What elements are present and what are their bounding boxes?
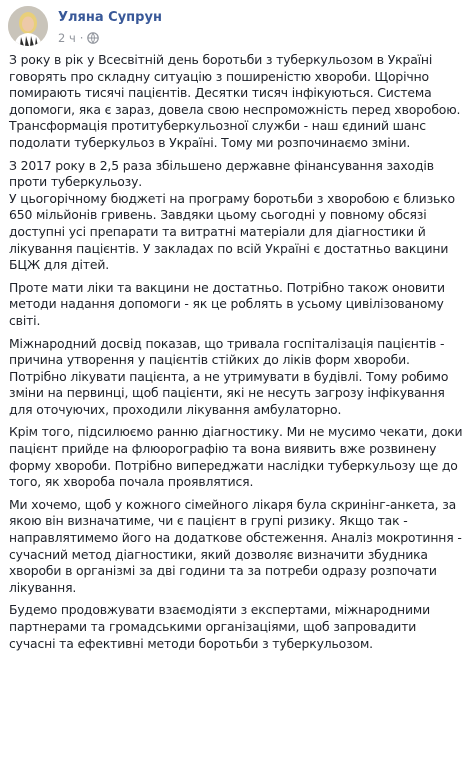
post-paragraph-4: Міжнародний досвід показав, що тривала госпіталізація пацієнтів - причина утворення у пацієнтів стійких до ліків форм хвороби. Потрібно лікувати пацієнта, а не утримувати в будівлі. Тому робимо зміни на первинці, щоб пацієнти, які не несуть загрозу інфікування для оточуючих, проходили лікування амбулаторно.	[9, 335, 449, 417]
avatar-photo	[8, 6, 48, 46]
post-paragraph-3: Проте мати ліки та вакцини не достатньо. Потрібно також оновити методи надання допомоги - як це роблять в усьому цивілізованому світі.	[9, 279, 445, 328]
globe-icon[interactable]	[87, 32, 99, 44]
post-header	[8, 6, 468, 46]
post-paragraph-5: Крім того, підсилюємо ранню діагностику. Ми не мусимо чекати, доки пацієнт прийде на флюорографію та вона виявить вже розвинену форму хвороби. Потрібно випереджати наслідки туберкульозу ще до того, як хвороба почала проявлятися.	[9, 424, 463, 490]
post-paragraph-7: Будемо продовжувати взаємодіяти з експертами, міжнародними партнерами та громадськими організаціями, щоб запровадити сучасні та ефективні методи боротьби з туберкульозом.	[9, 602, 431, 651]
post-paragraph-6: Ми хочемо, щоб у кожного сімейного лікаря була скринінг-анкета, за якою він визначатиме, чи є пацієнт в групі ризику. Якщо так - направлятимемо його на додаткове обстеження. Аналіз мокротиння - сучасний метод діагностики, який дозволяє визначити збудника хвороби в організмі за дві години та за потреби одразу розпочати лікування.	[9, 496, 462, 595]
post-meta	[58, 31, 99, 45]
author-name[interactable]: Уляна Супрун	[58, 10, 162, 25]
meta-separator: ·	[79, 31, 84, 45]
post-body	[9, 52, 463, 658]
avatar[interactable]	[8, 6, 48, 46]
post-paragraph-2: З 2017 року в 2,5 раза збільшено державне фінансування заходів проти туберкульозу. У цьогорічному бюджеті на програму боротьби з хворобою є близько 650 мільйонів гривень. Завдяки цьому сьогодні у повному обсязі доступні усі препарати та витратні матеріали для діагностики й лікування пацієнтів. У закладах по всій Україні є достатньо вакцини БЦЖ для дітей.	[9, 157, 455, 273]
post-timestamp[interactable]: 2 ч	[58, 31, 76, 45]
post-paragraph-1: З року в рік у Всесвітній день боротьби з туберкульозом в Україні говорять про складну ситуацію з поширеністю хвороби. Щорічно помирають тисячі пацієнтів. Десятки тисяч інфікуються. Система допомоги, яка є зараз, довела свою неспроможність перед хворобою. Трансформація протитуберкульозної служби - наш єдиний шанс подолати туберкульоз в Україні. Тому ми розпочинаємо зміни.	[9, 52, 461, 150]
